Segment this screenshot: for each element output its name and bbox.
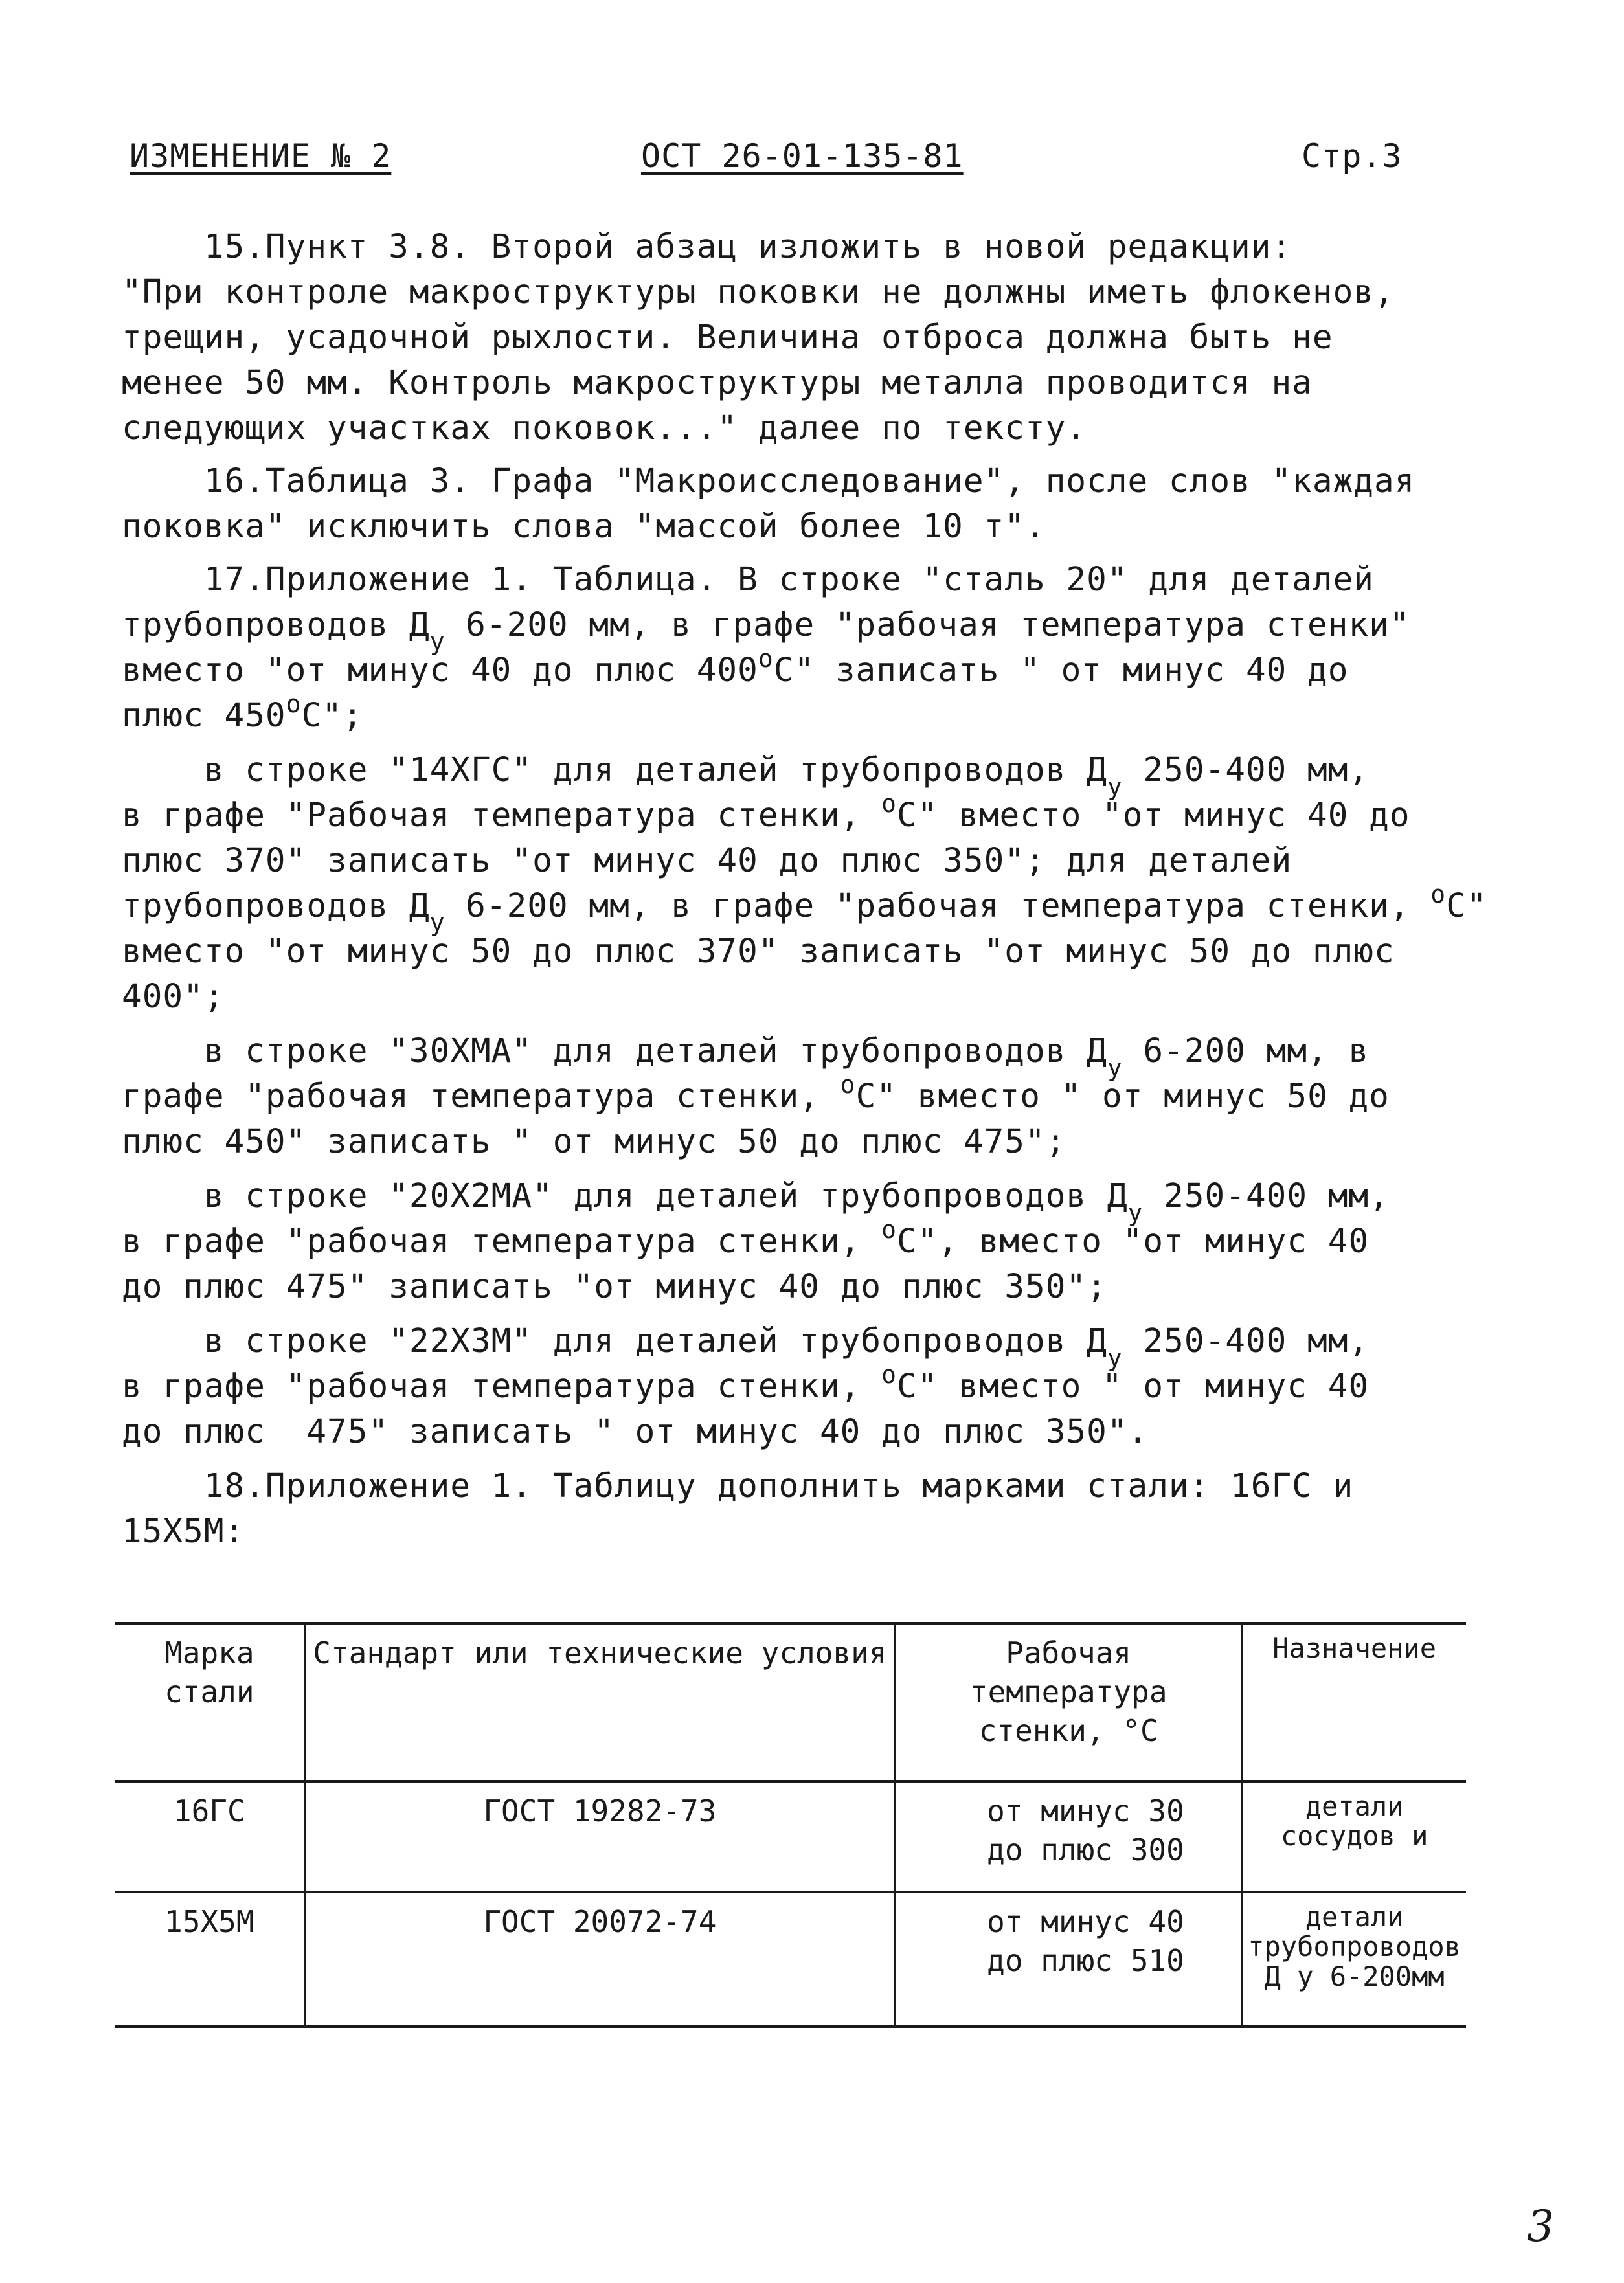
header-purpose: Назначение (1242, 1623, 1466, 1781)
text-line (122, 561, 1374, 599)
text-line (122, 1177, 1390, 1227)
text-segment: С" вместо " от минус 40 (896, 1367, 1370, 1406)
text-segment: 15Х5М: (122, 1513, 245, 1551)
subscript: у (1107, 772, 1123, 801)
text-segment: С" вместо "от минус 40 до (896, 796, 1410, 835)
superscript: о (881, 789, 897, 818)
text-line (122, 1070, 1390, 1116)
text-segment: 18.Приложение 1. Таблицу дополнить марками стали: 16ГС и (122, 1467, 1354, 1505)
text-segment: С", вместо "от минус 40 (896, 1222, 1370, 1261)
text-line (122, 1360, 1370, 1406)
cell-standard: ГОСТ 20072-74 (304, 1893, 896, 2027)
standard-designation: ОСТ 26-01-135-81 (641, 137, 964, 175)
text-segment: С" записать " от минус 40 до (773, 651, 1349, 690)
text-line (122, 409, 1087, 447)
text-segment: С" (1446, 887, 1487, 925)
text-line (122, 880, 1487, 937)
subscript: у (1107, 1053, 1123, 1082)
text-line (122, 606, 1410, 656)
superscript: о (840, 1070, 856, 1099)
superscript: о (881, 1360, 897, 1389)
cell-steel-grade: 16ГС (115, 1781, 304, 1893)
text-segment: менее 50 мм. Контроль макроструктуры металла проводится на (122, 364, 1313, 402)
text-segment: 250-400 мм, (1122, 751, 1370, 789)
text-segment: 6-200 мм, в графе "рабочая температура стенки" (445, 606, 1410, 644)
cell-purpose: детали трубопроводов Д у 6-200мм (1242, 1893, 1466, 2027)
subscript: у (1127, 1198, 1144, 1227)
table-row (115, 1893, 1466, 2027)
text-line (122, 690, 363, 735)
text-segment: вместо "от минус 50 до плюс 370" записать "от минус 50 до плюс (122, 932, 1395, 971)
text-line (122, 364, 1313, 402)
text-segment: С"; (301, 697, 363, 735)
text-segment: до плюс 475" записать " от минус 40 до плюс 350". (122, 1413, 1149, 1451)
text-line (122, 508, 1046, 546)
text-line (122, 1215, 1370, 1261)
page-label: Стр.3 (1302, 137, 1403, 175)
text-segment: трубопроводов Д (122, 606, 430, 644)
text-segment: 15.Пункт 3.8. Второй абзац изложить в новой редакции: (122, 228, 1292, 266)
text-segment: 6-200 мм, в (1122, 1032, 1370, 1070)
text-line (122, 1467, 1353, 1505)
cell-temperature: от минус 40 до плюс 510 (896, 1893, 1242, 2027)
steel-grades-table (115, 1622, 1466, 2028)
text-segment: плюс 450 (122, 697, 286, 735)
superscript: о (286, 690, 302, 718)
cell-purpose: детали сосудов и (1242, 1781, 1466, 1893)
text-segment: плюс 450" записать " от минус 50 до плюс 475"; (122, 1123, 1066, 1161)
header-wall-temperature: Рабочая температура стенки, °С (896, 1623, 1242, 1781)
text-segment: до плюс 475" записать "от минус 40 до плюс 350"; (122, 1268, 1107, 1306)
text-segment: С" вместо " от минус 50 до (855, 1077, 1390, 1116)
text-segment: 6-200 мм, в графе "рабочая температура стенки, (445, 887, 1431, 925)
text-line (122, 228, 1292, 266)
text-line (122, 319, 1333, 357)
text-segment: трещин, усадочной рыхлости. Величина отброса должна быть не (122, 319, 1333, 357)
text-segment: в графе "рабочая температура стенки, (122, 1222, 882, 1261)
header-standard: Стандарт или технические условия (304, 1623, 896, 1781)
text-line (122, 978, 225, 1016)
handwritten-page-number: 3 (1527, 2201, 1554, 2251)
text-segment: 250-400 мм, (1122, 1322, 1370, 1360)
text-segment: 17.Приложение 1. Таблица. В строке "сталь 20" для деталей (122, 561, 1374, 599)
header-steel-grade: Марка стали (115, 1623, 304, 1781)
table-header-row (115, 1623, 1466, 1781)
table-row (115, 1781, 1466, 1893)
text-segment: 16.Таблица 3. Графа "Макроисследование", после слов "каждая (122, 462, 1415, 500)
text-line (122, 1032, 1370, 1082)
text-line (122, 1413, 1148, 1451)
text-line (122, 789, 1410, 835)
subscript: у (1107, 1344, 1123, 1372)
text-line (122, 644, 1349, 690)
text-segment: 400"; (122, 978, 225, 1016)
text-segment: в строке "20Х2МА" для деталей трубопроводов Д (122, 1177, 1128, 1215)
text-segment: вместо "от минус 40 до плюс 400 (122, 651, 758, 690)
subscript: у (429, 908, 445, 937)
subscript: у (429, 627, 445, 656)
text-line (122, 462, 1415, 500)
text-line (122, 751, 1370, 801)
superscript: о (881, 1215, 897, 1244)
text-line (122, 842, 1292, 880)
text-line (122, 273, 1395, 311)
text-line (122, 1268, 1107, 1306)
text-line (122, 932, 1395, 971)
text-segment: 250-400 мм, (1143, 1177, 1390, 1215)
text-segment: в строке "30ХМА" для деталей трубопроводов Д (122, 1032, 1107, 1070)
text-segment: в графе "рабочая температура стенки, (122, 1367, 882, 1406)
text-segment: в строке "22Х3М" для деталей трубопроводов Д (122, 1322, 1107, 1360)
text-line (122, 1123, 1066, 1161)
text-segment: в графе "Рабочая температура стенки, (122, 796, 882, 835)
text-segment: трубопроводов Д (122, 887, 430, 925)
change-number: ИЗМЕНЕНИЕ № 2 (130, 137, 392, 175)
text-line (122, 1513, 245, 1551)
text-segment: графе "рабочая температура стенки, (122, 1077, 840, 1116)
text-line (122, 1322, 1370, 1372)
text-segment: в строке "14ХГС" для деталей трубопроводов Д (122, 751, 1107, 789)
text-segment: "При контроле макроструктуры поковки не должны иметь флокенов, (122, 273, 1395, 311)
text-segment: поковка" исключить слова "массой более 10 т". (122, 508, 1046, 546)
text-segment: плюс 370" записать "от минус 40 до плюс 350"; для деталей (122, 842, 1292, 880)
cell-temperature: от минус 30 до плюс 300 (896, 1781, 1242, 1893)
text-segment: следующих участках поковок..." далее по тексту. (122, 409, 1087, 447)
cell-standard: ГОСТ 19282-73 (304, 1781, 896, 1893)
superscript: о (1430, 880, 1447, 908)
cell-steel-grade: 15Х5М (115, 1893, 304, 2027)
superscript: о (758, 644, 774, 673)
